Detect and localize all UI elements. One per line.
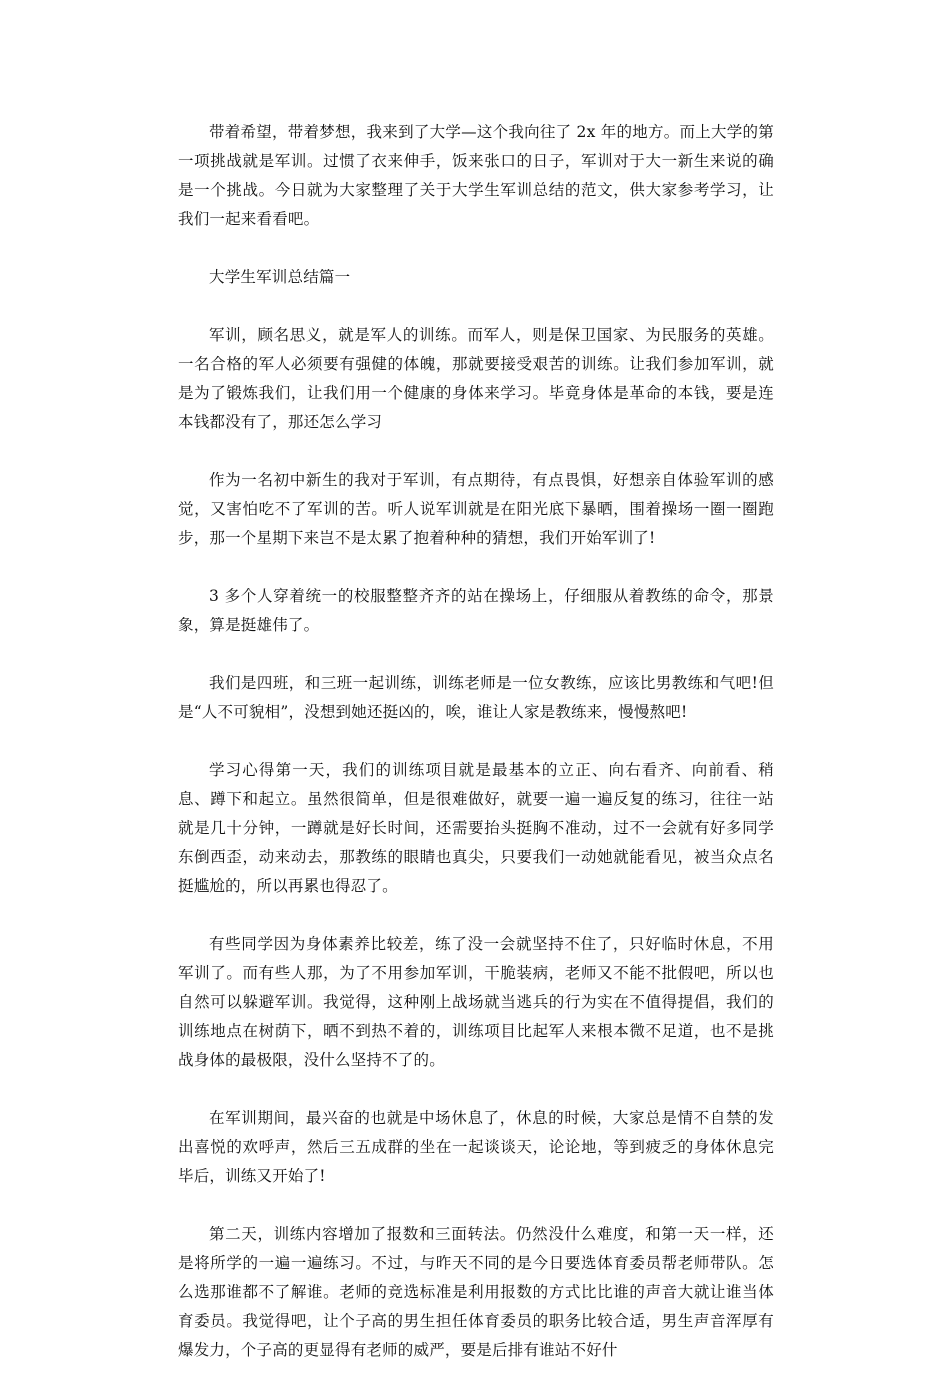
paragraph-7: 在军训期间，最兴奋的也就是中场休息了，休息的时候，大家总是情不自禁的发出喜悦的欢呼声，然后三五成群的坐在一起谈谈天，论论地，等到疲乏的身体休息完毕后，训练又开始了!: [178, 1109, 774, 1185]
paragraph-8: 第二天，训练内容增加了报数和三面转法。仍然没什么难度，和第一天一样，还是将所学的一遍一遍练习。不过，与昨天不同的是今日要选体育委员帮老师带队。怎么选那谁都不了解谁。老师的竞选标准是利用报数的方式比比谁的声音大就让谁当体育委员。我觉得吧，让个子高的男生担任体育委员的职务比较合适，男生声音浑厚有爆发力，个子高的更显得有老师的威严，要是后排有谁站不好什: [178, 1225, 774, 1359]
paragraph-6: 有些同学因为身体素养比较差，练了没一会就坚持不住了，只好临时休息，不用军训了。而有些人那，为了不用参加军训，干脆装病，老师又不能不批假吧，所以也自然可以躲避军训。我觉得，这种刚上战场就当逃兵的行为实在不值得提倡，我们的训练地点在树荫下，晒不到热不着的，训练项目比起军人来根本微不足道，也不是挑战身体的最极限，没什么坚持不了的。: [178, 935, 774, 1069]
paragraph-5: 学习心得第一天，我们的训练项目就是最基本的立正、向右看齐、向前看、稍息、蹲下和起立。虽然很简单，但是很难做好，就要一遍一遍反复的练习，往往一站就是几十分钟，一蹲就是好长时间，还需要抬头挺胸不准动，过不一会就有好多同学东倒西歪，动来动去，那教练的眼睛也真尖，只要我们一动她就能看见，被当众点名挺尴尬的，所以再累也得忍了。: [178, 761, 774, 895]
section-heading: 大学生军训总结篇一: [209, 268, 351, 286]
paragraph-3: 3 多个人穿着统一的校服整整齐齐的站在操场上，仔细服从着教练的命令，那景象，算是挺雄伟了。: [178, 587, 774, 634]
paragraph-4: 我们是四班，和三班一起训练，训练老师是一位女教练，应该比男教练和气吧!但是“人不可貌相”，没想到她还挺凶的，唉，谁让人家是教练来，慢慢熬吧!: [178, 674, 774, 721]
paragraph-2: 作为一名初中新生的我对于军训，有点期待，有点畏惧，好想亲自体验军训的感觉，又害怕吃不了军训的苦。听人说军训就是在阳光底下暴晒，围着操场一圈一圈跑步，那一个星期下来岂不是太累了抱着种种的猜想，我们开始军训了!: [178, 471, 774, 547]
document-body: [178, 118, 774, 1394]
paragraph-1: 军训，顾名思义，就是军人的训练。而军人，则是保卫国家、为民服务的英雄。一名合格的军人必须要有强健的体魄，那就要接受艰苦的训练。让我们参加军训，就是为了锻炼我们，让我们用一个健康的身体来学习。毕竟身体是革命的本钱，要是连本钱都没有了，那还怎么学习: [178, 326, 774, 431]
intro-paragraph: 带着希望，带着梦想，我来到了大学—这个我向往了 2x 年的地方。而上大学的第一项挑战就是军训。过惯了衣来伸手，饭来张口的日子，军训对于大一新生来说的确是一个挑战。今日就为大家整理了关于大学生军训总结的范文，供大家参考学习，让我们一起来看看吧。: [178, 123, 774, 228]
